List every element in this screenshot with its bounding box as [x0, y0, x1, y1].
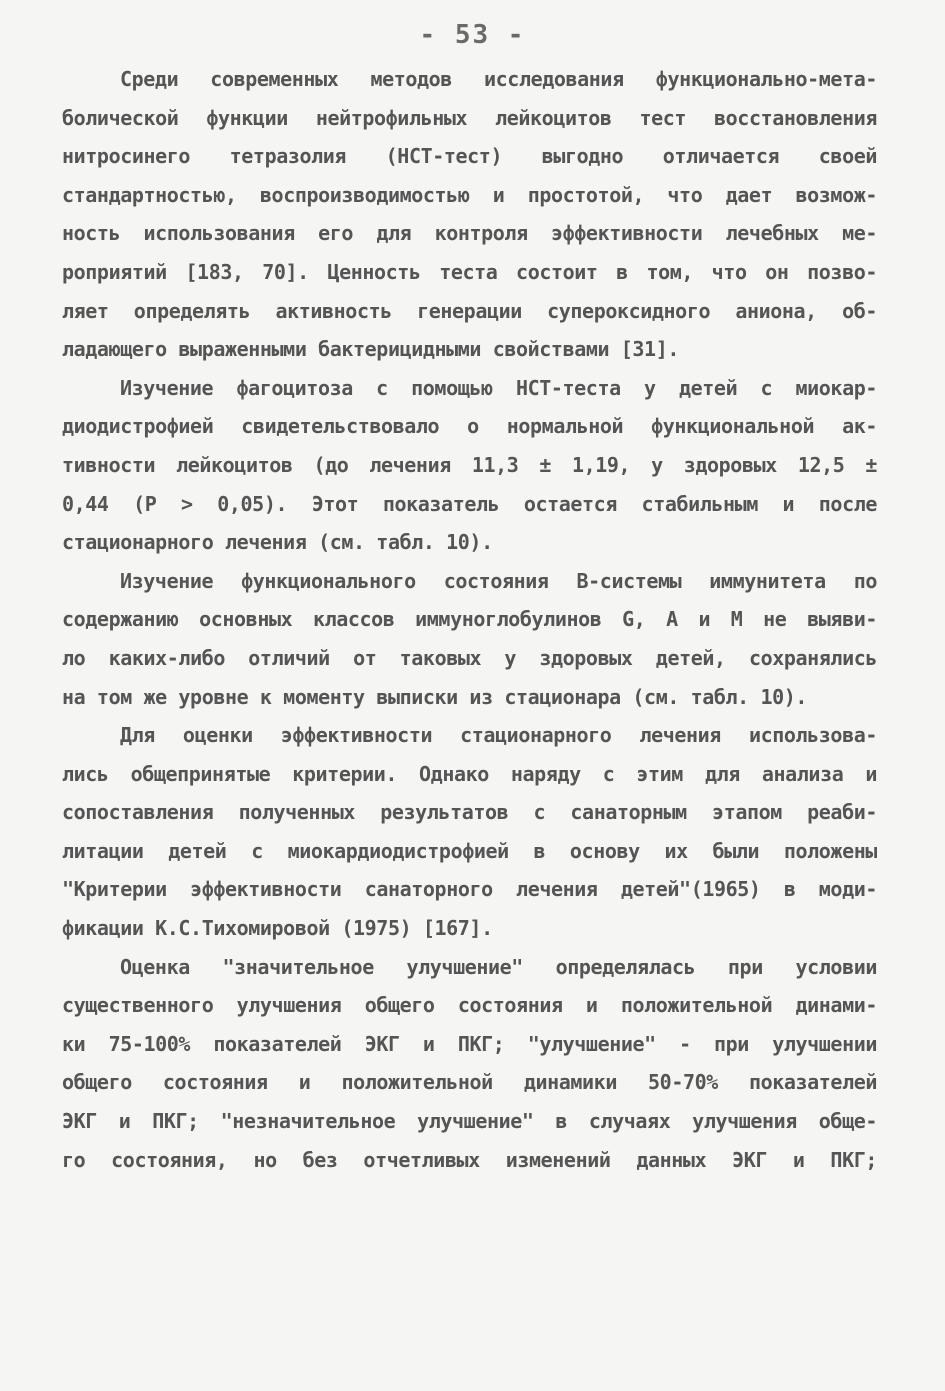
- paragraph-5: [62, 948, 877, 1180]
- text-line: содержанию основных классов иммуноглобулинов G, А и М не выяви-: [62, 607, 877, 632]
- text-line: ЭКГ и ПКГ; "незначительное улучшение" в случаях улучшения обще-: [62, 1109, 877, 1134]
- text-line: болической функции нейтрофильных лейкоцитов тест восстановления: [62, 105, 877, 130]
- text-line: сопоставления полученных результатов с санаторным этапом реаби-: [62, 800, 877, 825]
- text-line: ло каких-либо отличий от таковых у здоровых детей, сохранялись: [62, 645, 877, 670]
- text-line: го состояния, но без отчетливых изменений данных ЭКГ и ПКГ;: [62, 1147, 877, 1172]
- text-line: ляет определять активность генерации супероксидного аниона, об-: [62, 298, 877, 323]
- text-line: ки 75-100% показателей ЭКГ и ПКГ; "улучшение" - при улучшении: [62, 1031, 877, 1056]
- text-line: ность использования его для контроля эффективности лечебных ме-: [62, 221, 877, 246]
- text-line: Изучение фагоцитоза с помощью НСТ-теста у детей с миокар-: [120, 375, 877, 400]
- text-line: Оценка "значительное улучшение" определялась при условии: [120, 954, 877, 979]
- paragraph-3: [62, 562, 877, 716]
- text-line: общего состояния и положительной динамики 50-70% показателей: [62, 1070, 877, 1095]
- text-line: литации детей с миокардиодистрофией в основу их были положены: [62, 838, 877, 863]
- text-line: диодистрофией свидетельствовало о нормальной функциональной ак-: [62, 414, 877, 439]
- text-line: на том же уровне к моменту выписки из стационара (см. табл. 10).: [62, 684, 808, 709]
- text-line: "Критерии эффективности санаторного лечения детей"(1965) в моди-: [62, 877, 877, 902]
- text-line: ладающего выраженными бактерицидными свойствами [31].: [62, 337, 679, 362]
- text-line: фикации К.С.Тихомировой (1975) [167].: [62, 916, 493, 941]
- paragraph-1: [62, 60, 877, 369]
- text-line: существенного улучшения общего состояния и положительной динами-: [62, 993, 877, 1018]
- text-line: Для оценки эффективности стационарного лечения использова-: [120, 723, 877, 748]
- body-text: [62, 60, 877, 1179]
- text-line: Изучение функционального состояния В-системы иммунитета по: [120, 568, 877, 593]
- text-line: роприятий [183, 70]. Ценность теста состоит в том, что он позво-: [62, 259, 877, 284]
- text-line: стационарного лечения (см. табл. 10).: [62, 530, 493, 555]
- paragraph-2: [62, 369, 877, 562]
- paragraph-4: [62, 716, 877, 948]
- text-line: 0,44 (P > 0,05). Этот показатель остается стабильным и после: [62, 491, 877, 516]
- text-line: нитросинего тетразолия (НСТ-тест) выгодно отличается своей: [62, 144, 877, 169]
- text-line: тивности лейкоцитов (до лечения 11,3 ± 1,19, у здоровых 12,5 ±: [62, 452, 877, 477]
- text-line: Среди современных методов исследования функционально-мета-: [120, 67, 877, 91]
- text-line: лись общепринятые критерии. Однако наряду с этим для анализа и: [62, 761, 877, 786]
- page-number: - 53 -: [419, 20, 526, 50]
- text-line: стандартностью, воспроизводимостью и простотой, что дает возмож-: [62, 182, 877, 207]
